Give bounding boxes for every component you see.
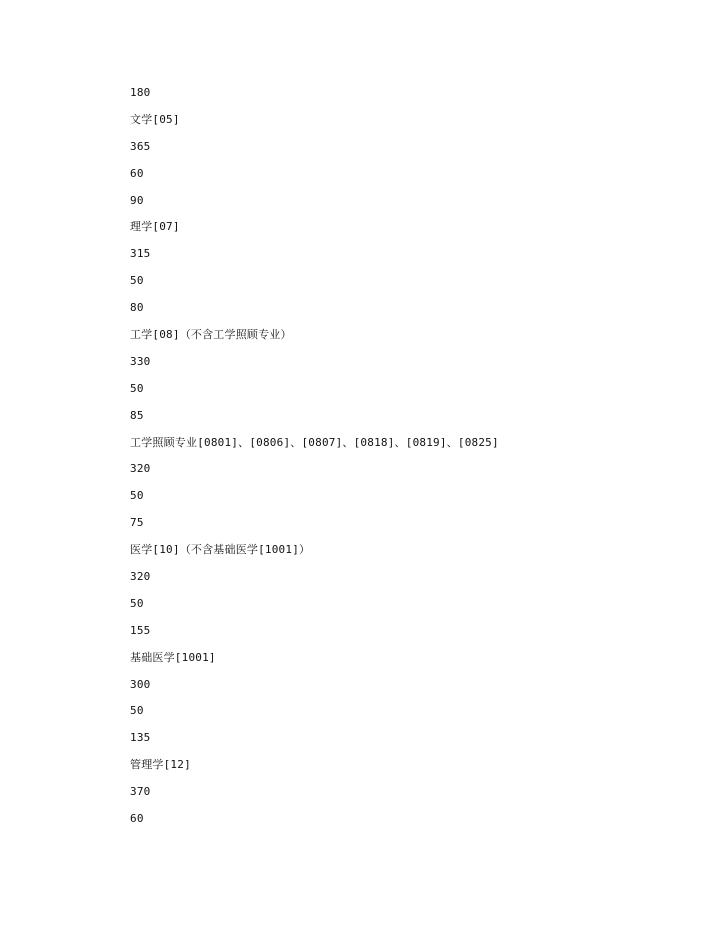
- text-line: 50: [130, 704, 144, 718]
- text-line: 180: [130, 86, 151, 99]
- text-line: 80: [130, 301, 144, 315]
- text-line: 医学[10]（不含基础医学[1001]）: [130, 543, 311, 557]
- text-line: 60: [130, 166, 144, 180]
- text-line: 135: [130, 731, 151, 745]
- text-line: 155: [130, 623, 151, 637]
- text-line: 60: [130, 812, 144, 826]
- text-line: 75: [130, 516, 144, 530]
- text-line: 50: [130, 489, 144, 503]
- score-lines: [130, 84, 690, 837]
- text-line: 320: [130, 462, 151, 476]
- text-line: 50: [130, 381, 144, 395]
- text-line: 300: [130, 677, 151, 691]
- text-line: 理学[07]: [130, 220, 180, 234]
- text-line: 370: [130, 785, 151, 799]
- text-line: 365: [130, 139, 151, 153]
- text-line: 50: [130, 596, 144, 610]
- text-line: 基础医学[1001]: [130, 650, 216, 664]
- text-line: 85: [130, 408, 144, 422]
- text-line: 工学[08]（不含工学照顾专业）: [130, 328, 292, 342]
- text-line: 320: [130, 570, 151, 584]
- text-line: 文学[05]: [130, 112, 180, 126]
- text-line: 315: [130, 247, 151, 261]
- text-line: 90: [130, 193, 144, 207]
- text-line: 管理学[12]: [130, 758, 191, 772]
- text-line: 工学照顾专业[0801]、[0806]、[0807]、[0818]、[0819]、[0825]: [130, 435, 499, 449]
- text-line: 50: [130, 274, 144, 288]
- text-line: 330: [130, 354, 151, 368]
